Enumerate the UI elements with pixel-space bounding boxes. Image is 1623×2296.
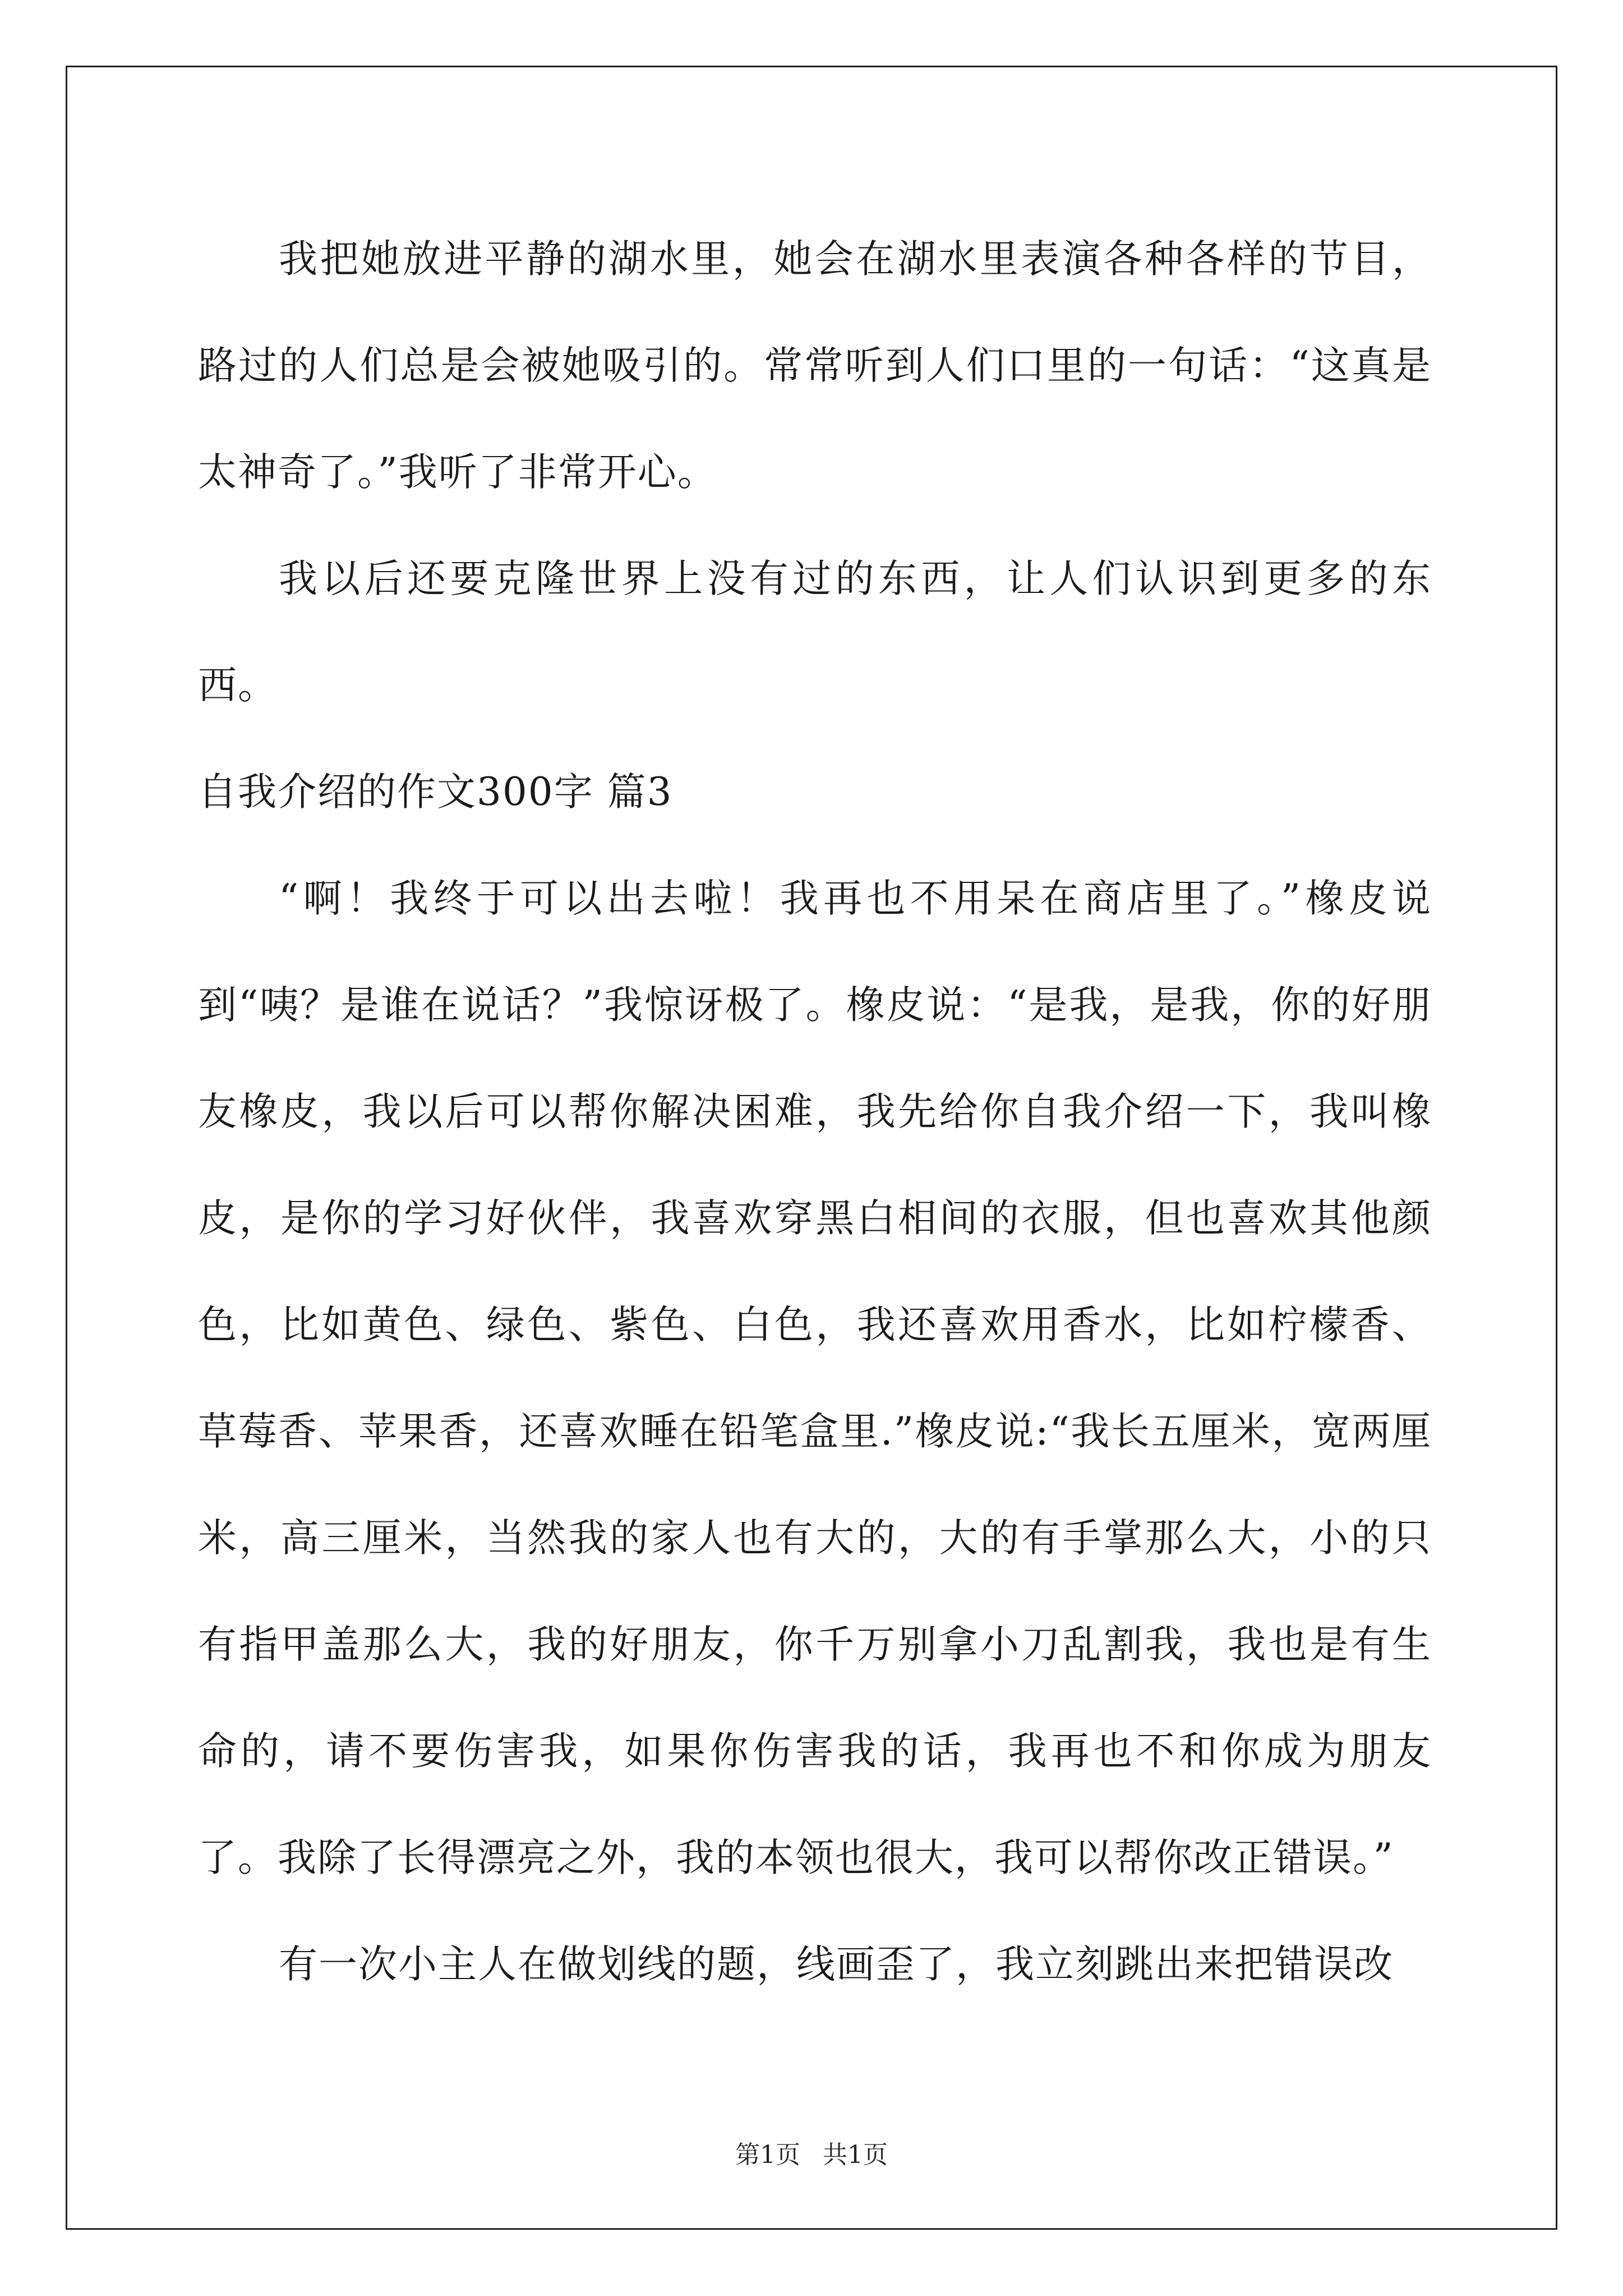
page-total: 共1页 (823, 2141, 888, 2169)
paragraph-future-clone: 我以后还要克隆世界上没有过的东西，让人们认识到更多的东西。 (198, 556, 1432, 708)
paragraph-eraser-introduction: “啊！我终于可以出去啦！我再也不用呆在商店里了。”橡皮说到“咦？是谁在说话？”我惊讶极了。橡皮说：“是我，是我，你的好朋友橡皮，我以后可以帮你解决困难，我先给你自我介绍一下，我叫橡皮，是你的学习好伙伴，我喜欢穿黑白相间的衣服，但也喜欢其他颜色，比如黄色、绿色、紫色、白色，我还喜欢用香水，比如柠檬香、草莓香、苹果香，还喜欢睡在铅笔盒里.”橡皮说:“我长五厘米，宽两厘米，高三厘米，当然我的家人也有大的，大的有手掌那么大，小的只有指甲盖那么大，我的好朋友，你千万别拿小刀乱割我，我也是有生命的，请不要伤害我，如果你伤害我的话，我再也不和你成为朋友了。我除了长得漂亮之外，我的本领也很大，我可以帮你改正错误。” (198, 876, 1432, 1880)
document-body (198, 206, 1432, 2018)
page-footer (0, 2138, 1623, 2172)
paragraph-lake-performance: 我把她放进平静的湖水里，她会在湖水里表演各种各样的节目，路过的人们总是会被她吸引的。常常听到人们口里的一句话：“这真是太神奇了。”我听了非常开心。 (198, 237, 1432, 495)
section-heading: 自我介绍的作文300字 篇3 (198, 770, 673, 815)
page-number: 第1页 (735, 2141, 800, 2169)
paragraph-correcting-mistake: 有一次小主人在做划线的题，线画歪了，我立刻跳出来把错误改 (279, 1942, 1394, 1987)
